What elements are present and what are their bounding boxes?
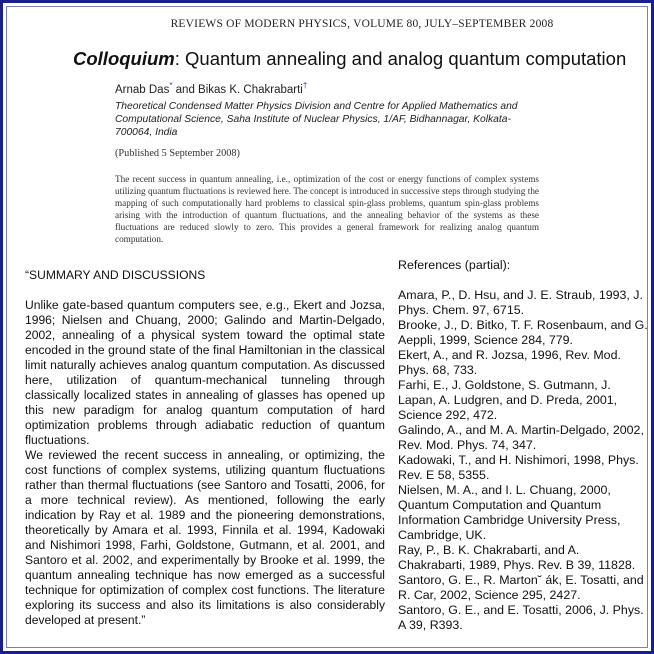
paper-title bbox=[73, 48, 626, 70]
reference-item: Santoro, G. E., R. Marton˘ ák, E. Tosatti, and R. Car, 2002, Science 295, 2427. bbox=[398, 573, 644, 602]
references-heading: References (partial): bbox=[398, 258, 511, 272]
author-2: and Bikas K. Chakrabarti bbox=[172, 83, 303, 96]
affiliation: Theoretical Condensed Matter Physics Division and Centre for Applied Mathematics and Computational Science, Saha Institute of Nuclear Physics, 1/AF, Bidhannagar, Kolkata-700064, India bbox=[115, 101, 518, 138]
summary-paragraph-2: We reviewed the recent success in annealing, or optimizing, the cost functions of complex systems, utilizing quantum fluctuations rather than thermal fluctuations (see Santoro and Tosatti, 2006, for a more technical review). As mentioned, following the early indication by Ray et al. 1989 and the pioneering demonstrations, theoretically by Amara et al. 1993, Finnila et al. 1994, Kadowaki and Nishimori 1998, Farhi, Goldstone, Gutmann, et al. 2001, and Santoro et al. 2002, and experimentally by Brooke et al. 1999, the quantum annealing technique has now emerged as a successful technique for optimization of complex cost functions. The literature exploring its success and also its limitations is also considerably developed at present.” bbox=[25, 448, 385, 627]
summary-heading: “SUMMARY AND DISCUSSIONS bbox=[25, 268, 206, 282]
title-prefix: Colloquium bbox=[73, 48, 175, 69]
summary-section bbox=[25, 268, 385, 628]
publication-date: (Published 5 September 2008) bbox=[115, 148, 240, 159]
references-section bbox=[398, 258, 648, 633]
author-1: Arnab Das bbox=[115, 83, 170, 96]
reference-item: Ekert, A., and R. Jozsa, 1996, Rev. Mod. Phys. 68, 733. bbox=[398, 348, 621, 377]
journal-header: REVIEWS OF MODERN PHYSICS, VOLUME 80, JULY–SEPTEMBER 2008 bbox=[170, 18, 554, 30]
reference-item: Santoro, G. E., and E. Tosatti, 2006, J. Phys. A 39, R393. bbox=[398, 603, 644, 632]
author-1-footnote-mark[interactable]: * bbox=[169, 81, 173, 90]
reference-item: Farhi, E., J. Goldstone, S. Gutmann, J. Lapan, A. Ludgren, and D. Preda, 2001, Science 292, 472. bbox=[398, 378, 618, 422]
author-2-footnote-mark[interactable]: † bbox=[302, 81, 308, 90]
reference-item: Galindo, A., and M. A. Martin-Delgado, 2002, Rev. Mod. Phys. 74, 347. bbox=[398, 423, 644, 452]
reference-item: Kadowaki, T., and H. Nishimori, 1998, Phys. Rev. E 58, 5355. bbox=[398, 453, 639, 482]
reference-item: Nielsen, M. A., and I. L. Chuang, 2000, Quantum Computation and Quantum Information Cambridge University Press, Cambridge, UK. bbox=[398, 483, 621, 542]
reference-item: Ray, P., B. K. Chakrabarti, and A. Chakrabarti, 1989, Phys. Rev. B 39, 11828. bbox=[398, 543, 636, 572]
title-rest: : Quantum annealing and analog quantum computation bbox=[174, 48, 627, 69]
reference-item: Brooke, J., D. Bitko, T. F. Rosenbaum, and G. Aeppli, 1999, Science 284, 779. bbox=[398, 318, 648, 347]
reference-item: Amara, P., D. Hsu, and J. E. Straub, 1993, J. Phys. Chem. 97, 6715. bbox=[398, 288, 643, 317]
abstract: The recent success in quantum annealing, i.e., optimization of the cost or energy functions of complex systems utilizing quantum fluctuations is reviewed here. The concept is introduced in successive steps through studying the mapping of such computationally hard problems to classical spin-glass problems, quantum spin-glass problems arising with the introduction of quantum fluctuations, and the annealing behavior of the systems as these fluctuations are reduced slowly to zero. This provides a general framework for realizing analog quantum computation. bbox=[115, 174, 539, 244]
authors bbox=[115, 81, 307, 96]
summary-paragraph-1: Unlike gate-based quantum computers see, e.g., Ekert and Jozsa, 1996; Nielsen and Chuang, 2000; Galindo and Martin-Delgado, 2002, annealing of a physical system toward the optimal state encoded in the ground state of the final Hamiltonian in the classical limit naturally achieves analog quantum computation. As discussed here, utilization of quantum-mechanical tunneling through classically localized states in annealing of glasses has opened up this new paradigm for analog quantum computation of hard optimization problems through adiabatic reduction of quantum fluctuations. bbox=[25, 298, 385, 447]
